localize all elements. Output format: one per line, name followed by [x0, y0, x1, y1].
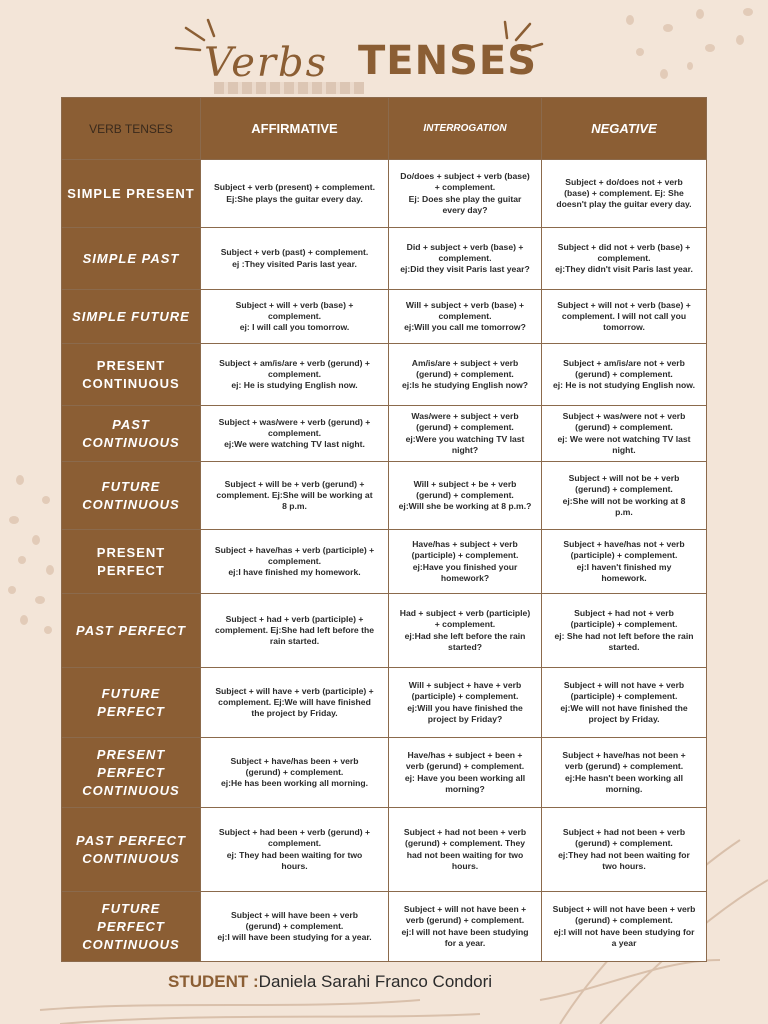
title-main-word: TENSES	[358, 38, 538, 84]
table-row	[62, 160, 707, 228]
tense-name: SIMPLE PAST	[62, 228, 201, 290]
verb-tenses-table	[61, 97, 707, 962]
column-header-interrogation: INTERROGATION	[389, 98, 542, 160]
affirmative-cell: Subject + will have been + verb (gerund) + complement. ej:I will have been studying for a year.	[201, 892, 389, 962]
negative-cell: Subject + will not have been + verb (gerund) + complement. ej:I will not have been studying for a year	[542, 892, 707, 962]
interrogation-cell: Did + subject + verb (base) + complement. ej:Did they visit Paris last year?	[389, 228, 542, 290]
table-row	[62, 344, 707, 406]
tense-name: SIMPLE PRESENT	[62, 160, 201, 228]
affirmative-cell: Subject + have/has been + verb (gerund) + complement. ej:He has been working all morning.	[201, 738, 389, 808]
table-row	[62, 406, 707, 462]
affirmative-cell: Subject + had + verb (participle) + complement. Ej:She had left before the rain started.	[201, 594, 389, 668]
table-row	[62, 892, 707, 962]
table-row	[62, 462, 707, 530]
title	[0, 10, 768, 100]
interrogation-cell: Subject + will not have been + verb (gerund) + complement. ej:I will not have been studying for a year.	[389, 892, 542, 962]
tense-name: FUTURE PERFECT CONTINUOUS	[62, 892, 201, 962]
tense-name: FUTURE CONTINUOUS	[62, 462, 201, 530]
table-row	[62, 738, 707, 808]
negative-cell: Subject + did not + verb (base) + complement. ej:They didn't visit Paris last year.	[542, 228, 707, 290]
interrogation-cell: Will + subject + be + verb (gerund) + complement. ej:Will she be working at 8 p.m.?	[389, 462, 542, 530]
affirmative-cell: Subject + will + verb (base) + complement. ej: I will call you tomorrow.	[201, 290, 389, 344]
negative-cell: Subject + will not have + verb (participle) + complement. ej:We will not have finished the project by Friday.	[542, 668, 707, 738]
tense-name: PRESENT PERFECT CONTINUOUS	[62, 738, 201, 808]
negative-cell: Subject + had not + verb (participle) + complement. ej: She had not left before the rain started.	[542, 594, 707, 668]
affirmative-cell: Subject + have/has + verb (participle) + complement. ej:I have finished my homework.	[201, 530, 389, 594]
affirmative-cell: Subject + verb (present) + complement. Ej:She plays the guitar every day.	[201, 160, 389, 228]
interrogation-cell: Have/has + subject + verb (participle) + complement. ej:Have you finished your homework?	[389, 530, 542, 594]
interrogation-cell: Had + subject + verb (participle) + complement. ej:Had she left before the rain started?	[389, 594, 542, 668]
tense-name: PRESENT PERFECT	[62, 530, 201, 594]
student-label: STUDENT :	[168, 972, 259, 991]
column-header-negative: NEGATIVE	[542, 98, 707, 160]
tense-name: SIMPLE FUTURE	[62, 290, 201, 344]
tense-name: PAST PERFECT CONTINUOUS	[62, 808, 201, 892]
tense-name: PAST CONTINUOUS	[62, 406, 201, 462]
affirmative-cell: Subject + was/were + verb (gerund) + complement. ej:We were watching TV last night.	[201, 406, 389, 462]
negative-cell: Subject + have/has not + verb (participle) + complement. ej:I haven't finished my homework.	[542, 530, 707, 594]
affirmative-cell: Subject + will be + verb (gerund) + complement. Ej:She will be working at 8 p.m.	[201, 462, 389, 530]
column-header-verb-tenses: VERB TENSES	[62, 98, 201, 160]
table-row	[62, 290, 707, 344]
table-row	[62, 594, 707, 668]
tense-name: FUTURE PERFECT	[62, 668, 201, 738]
tense-name: PRESENT CONTINUOUS	[62, 344, 201, 406]
interrogation-cell: Was/were + subject + verb (gerund) + complement. ej:Were you watching TV last night?	[389, 406, 542, 462]
table-row	[62, 808, 707, 892]
column-header-affirmative: AFFIRMATIVE	[201, 98, 389, 160]
table-row	[62, 668, 707, 738]
affirmative-cell: Subject + am/is/are + verb (gerund) + complement. ej: He is studying English now.	[201, 344, 389, 406]
table-header-row	[62, 98, 707, 160]
interrogation-cell: Do/does + subject + verb (base) + complement. Ej: Does she play the guitar every day?	[389, 160, 542, 228]
negative-cell: Subject + will not + verb (base) + complement. I will not call you tomorrow.	[542, 290, 707, 344]
table-row	[62, 530, 707, 594]
interrogation-cell: Am/is/are + subject + verb (gerund) + complement. ej:Is he studying English now?	[389, 344, 542, 406]
table-row	[62, 228, 707, 290]
negative-cell: Subject + do/does not + verb (base) + complement. Ej: She doesn't play the guitar every day.	[542, 160, 707, 228]
affirmative-cell: Subject + will have + verb (participle) + complement. Ej:We will have finished the project by Friday.	[201, 668, 389, 738]
negative-cell: Subject + will not be + verb (gerund) + complement. ej:She will not be working at 8 p.m.	[542, 462, 707, 530]
negative-cell: Subject + am/is/are not + verb (gerund) + complement. ej: He is not studying English now.	[542, 344, 707, 406]
tense-name: PAST PERFECT	[62, 594, 201, 668]
student-credit	[168, 972, 492, 992]
title-script-word: Verbs	[204, 40, 329, 86]
negative-cell: Subject + was/were not + verb (gerund) + complement. ej: We were not watching TV last night.	[542, 406, 707, 462]
negative-cell: Subject + have/has not been + verb (gerund) + complement. ej:He hasn't been working all morning.	[542, 738, 707, 808]
interrogation-cell: Will + subject + have + verb (participle) + complement. ej:Will you have finished the project by Friday?	[389, 668, 542, 738]
affirmative-cell: Subject + verb (past) + complement. ej :They visited Paris last year.	[201, 228, 389, 290]
interrogation-cell: Subject + had not been + verb (gerund) + complement. They had not been waiting for two hours.	[389, 808, 542, 892]
affirmative-cell: Subject + had been + verb (gerund) + complement. ej: They had been waiting for two hours.	[201, 808, 389, 892]
interrogation-cell: Will + subject + verb (base) + complement. ej:Will you call me tomorrow?	[389, 290, 542, 344]
negative-cell: Subject + had not been + verb (gerund) + complement. ej:They had not been waiting for two hours.	[542, 808, 707, 892]
student-name: Daniela Sarahi Franco Condori	[258, 972, 493, 991]
interrogation-cell: Have/has + subject + been + verb (gerund) + complement. ej: Have you been working all morning?	[389, 738, 542, 808]
